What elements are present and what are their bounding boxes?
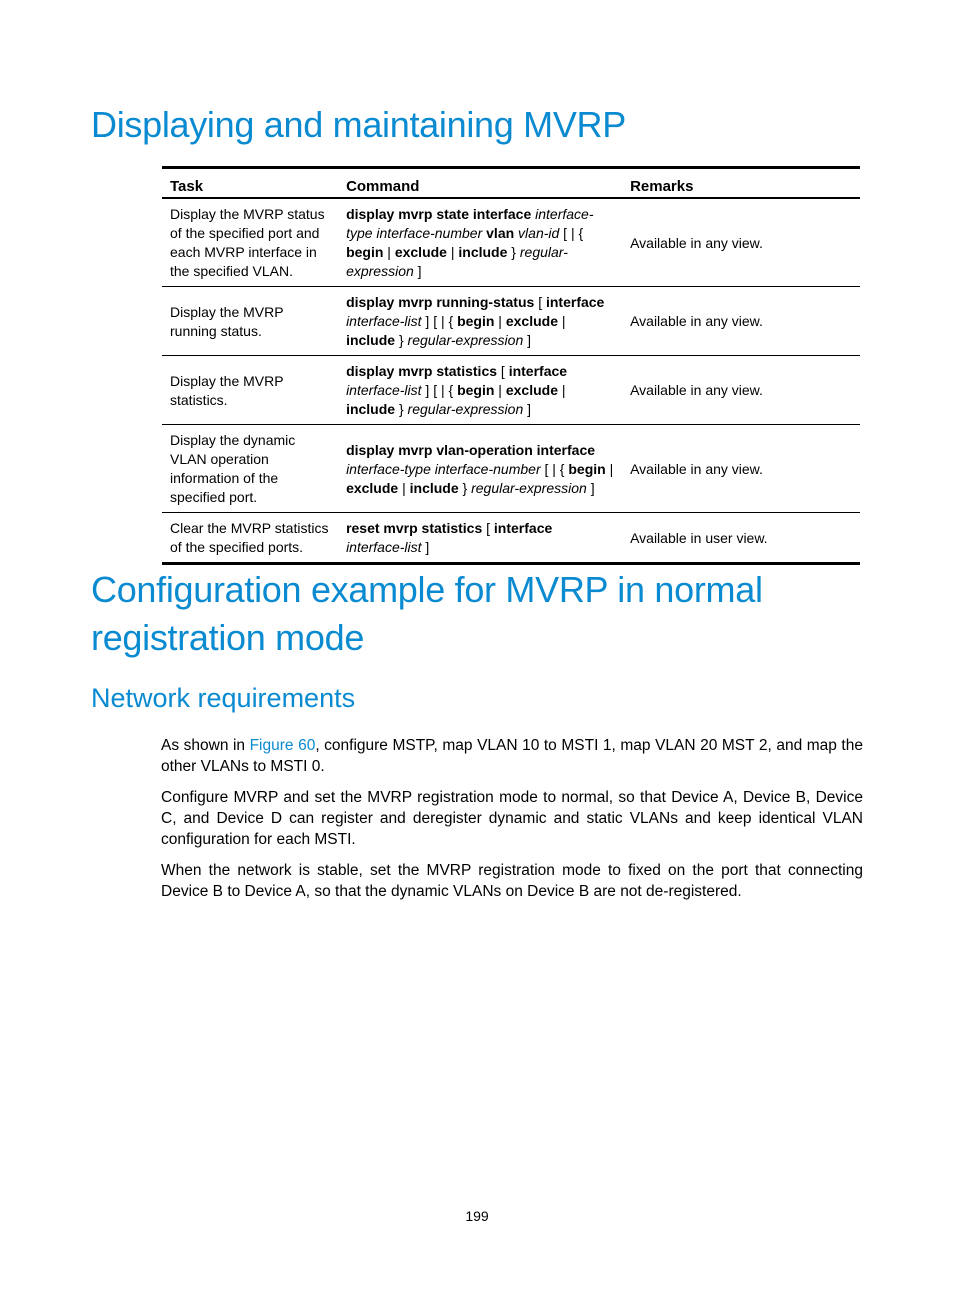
task-cell: Display the MVRP running status. [162, 287, 338, 356]
remarks-cell: Available in any view. [622, 287, 860, 356]
page-number: 199 [465, 1208, 489, 1224]
figure-link[interactable]: Figure 60 [249, 737, 316, 754]
table-row [162, 198, 860, 287]
remarks-cell: Available in any view. [622, 356, 860, 425]
paragraph: Configure MVRP and set the MVRP registration mode to normal, so that Device A, Device B, Device C, and Device D can register and deregister dynamic and static VLANs and keep identical VLAN configuration for each MSTI. [161, 789, 863, 848]
task-cell: Display the dynamic VLAN operation information of the specified port. [162, 425, 338, 513]
command-cell: display mvrp vlan-operation interface interface-type interface-number [ | { begin | exclude | include } regular-expression ] [338, 425, 622, 513]
table-row [162, 425, 860, 513]
table-row [162, 356, 860, 425]
table-row [162, 287, 860, 356]
table-header-row [162, 168, 860, 199]
task-cell: Display the MVRP status of the specified port and each MVRP interface in the specified VLAN. [162, 198, 338, 287]
command-cell: reset mvrp statistics [ interface interface-list ] [338, 513, 622, 564]
header-remarks: Remarks [622, 168, 860, 199]
remarks-cell: Available in any view. [622, 198, 860, 287]
remarks-cell: Available in user view. [622, 513, 860, 564]
command-table [162, 166, 860, 565]
section-heading: Configuration example for MVRP in normal registration mode [91, 569, 763, 658]
paragraph-text: , configure MSTP, map VLAN 10 to MSTI 1, map VLAN 20 MST 2, and map the other VLANs to MSTI 0. [161, 737, 863, 775]
remarks-cell: Available in any view. [622, 425, 860, 513]
subsection-heading: Network requirements [91, 683, 356, 713]
task-cell: Display the MVRP statistics. [162, 356, 338, 425]
section-heading: Displaying and maintaining MVRP [91, 104, 626, 145]
paragraph: When the network is stable, set the MVRP registration mode to fixed on the port that connecting Device B to Device A, so that the dynamic VLANs on Device B are not de-registered. [161, 862, 863, 900]
table-row [162, 513, 860, 564]
command-cell: display mvrp running-status [ interface interface-list ] [ | { begin | exclude | include } regular-expression ] [338, 287, 622, 356]
header-task: Task [162, 168, 338, 199]
paragraph [161, 735, 863, 777]
task-cell: Clear the MVRP statistics of the specified ports. [162, 513, 338, 564]
command-cell: display mvrp statistics [ interface interface-list ] [ | { begin | exclude | include } regular-expression ] [338, 356, 622, 425]
paragraph-text: As shown in [161, 737, 250, 754]
header-command: Command [338, 168, 622, 199]
command-cell: display mvrp state interface interface-type interface-number vlan vlan-id [ | { begin | exclude | include } regular-expression ] [338, 198, 622, 287]
